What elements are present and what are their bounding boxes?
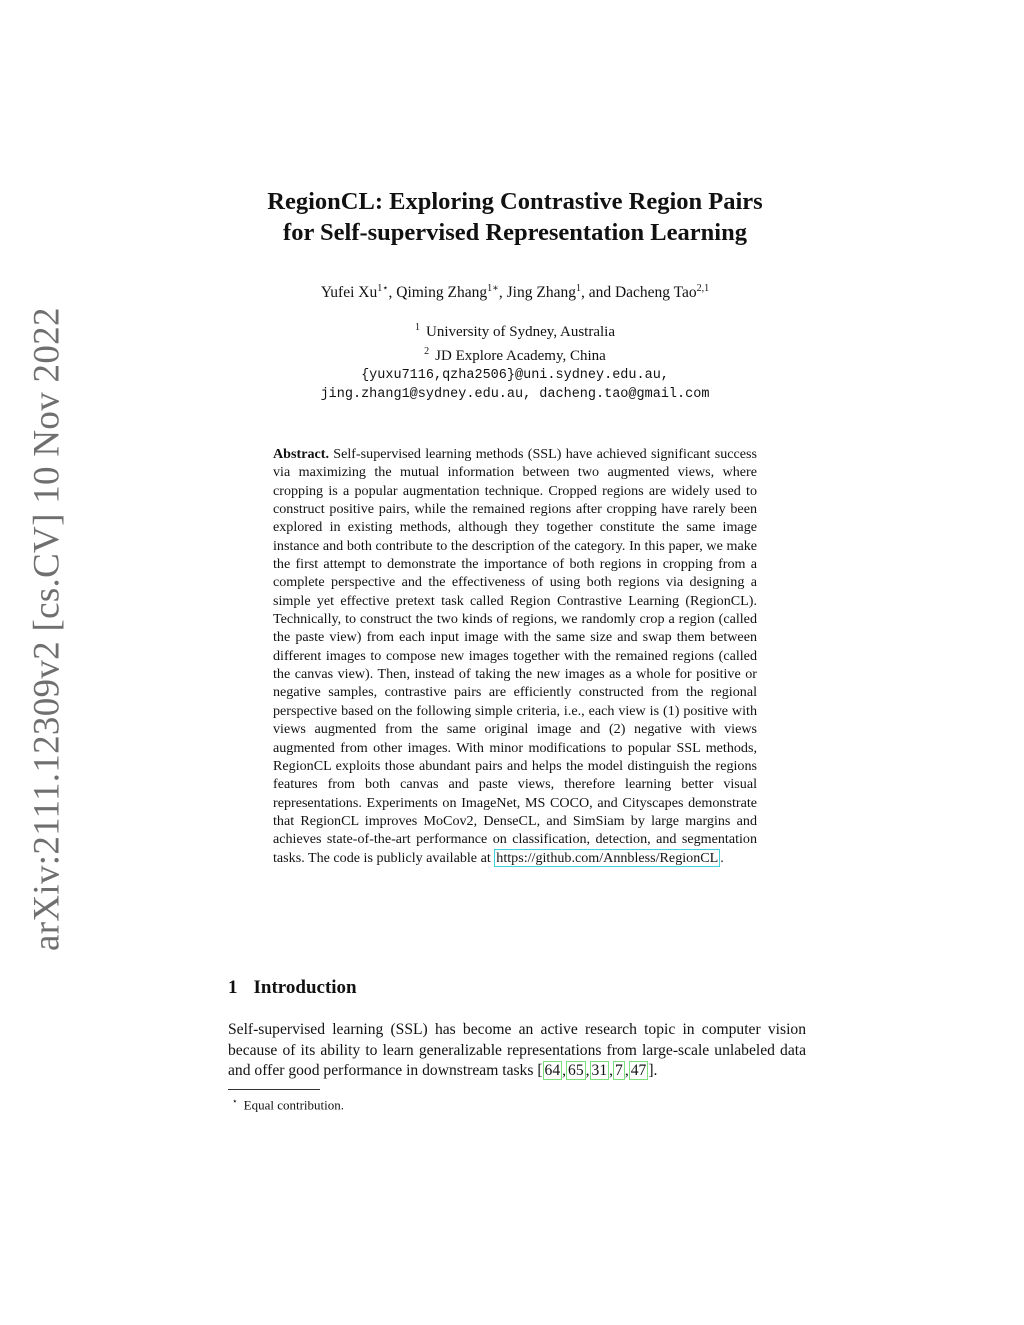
affiliations [200,318,830,404]
footnote [228,1096,344,1113]
citation-link[interactable]: 7 [615,1062,623,1079]
author-name: Qiming Zhang [396,284,488,302]
intro-end: . [653,1062,658,1079]
author-mark: 1 [575,283,581,294]
section-heading [228,977,357,999]
footnote-rule [228,1089,320,1090]
citation-link[interactable]: 47 [630,1062,647,1079]
abstract-label: Abstract. [273,446,329,462]
section-number: 1 [228,977,238,998]
cite-bracket: ] [648,1062,654,1079]
affiliation-mark: 2 [424,346,430,357]
author-name: Dacheng Tao [614,284,697,302]
citation-link[interactable]: 31 [591,1062,608,1079]
author-mark: 1∗ [487,283,499,294]
abstract [273,445,757,867]
arxiv-identifier: arXiv:2111.12309v2 [cs.CV] 10 Nov 2022 [26,307,68,951]
title-line-1: RegionCL: Exploring Contrastive Region Pairs [267,188,763,215]
email-line: {yuxu7116,qzha2506}@uni.sydney.edu.au, [361,368,669,383]
intro-text: Self-supervised learning (SSL) has become an active research topic in computer vision because of its ability to learn generalizable representations from large-scale unlabeled data and offer good performance in downstream tasks [228,1021,806,1079]
author-mark: 1⋆ [377,283,389,294]
paper-title [200,186,830,248]
affiliation-line [200,318,830,342]
abstract-text: Self-supervised learning methods (SSL) have achieved significant success via maximizing the mutual information between two augmented views, where cropping is a popular augmentation technique. Cropped regions are widely used to construct positive pairs, while the remained regions after cropping have rarely been explored in existing methods, although they together constitute the same image instance and both contribute to the description of the category. In this paper, we make the first attempt to demonstrate the importance of both regions in cropping from a complete perspective and the effectiveness of using both regions via designing a simple yet effective pretext task called Region Contrastive Learning (RegionCL). Technically, to construct the two kinds of regions, we randomly crop a region (called the paste view) from each input image with the same size and swap them between different images to compose new images together with the remained regions (called the canvas view). Then, instead of taking the new images as a whole for positive or negative samples, contrastive pairs are efficiently constructed from the regional perspective based on the following simple criteria, i.e., each view is (1) positive with views augmented from the same original image and (2) negative with views augmented from other images. With minor modifications to popular SSL methods, RegionCL exploits those abundant pairs and helps the model distinguish the regions features from both canvas and paste views, therefore learning better visual representations. Experiments on ImageNet, MS COCO, and Cityscapes demonstrate that RegionCL improves MoCov2, DenseCL, and SimSiam by large margins and achieves state-of-the-art performance on classification, detection, and segmentation tasks. The code is publicly available at [273,446,758,866]
abstract-end: . [720,849,724,866]
affiliation-text: University of Sydney, Australia [425,324,615,340]
cite-bracket: [ [537,1062,543,1079]
footnote-mark: ⋆ [232,1096,238,1106]
author-mark: 2,1 [696,283,710,294]
title-line-2: for Self-supervised Representation Learning [283,219,747,246]
code-link[interactable]: https://github.com/Annbless/RegionCL [496,849,719,866]
footnote-text: Equal contribution. [243,1097,345,1113]
affiliation-mark: 1 [414,322,420,333]
author-name: Yufei Xu [320,284,378,302]
citation-link[interactable]: 64 [544,1062,561,1079]
introduction-paragraph: Self-supervised learning (SSL) has become an active research topic in computer vision because of its ability to learn generalizable representations from large-scale unlabeled data and offer good performance in downstream tasks [ 64 , 65 , 31 , 7 , 47 ]. [228,1021,806,1079]
affiliation-line [200,342,830,366]
section-title: Introduction [253,977,357,998]
author-list: Yufei $Xu^{1⋆}$, Qiming Zhang$^{1∗}$, Jing Zhang$^1$, and Dacheng Tao$^{2,1}$ [320,283,710,302]
citation-link[interactable]: 65 [568,1062,584,1079]
email-line: jing.zhang1@sydney.edu.au, dacheng.tao@gmail.com [320,387,710,402]
affiliation-text: JD Explore Academy, China [435,348,606,364]
author-name: Jing Zhang [506,284,576,302]
